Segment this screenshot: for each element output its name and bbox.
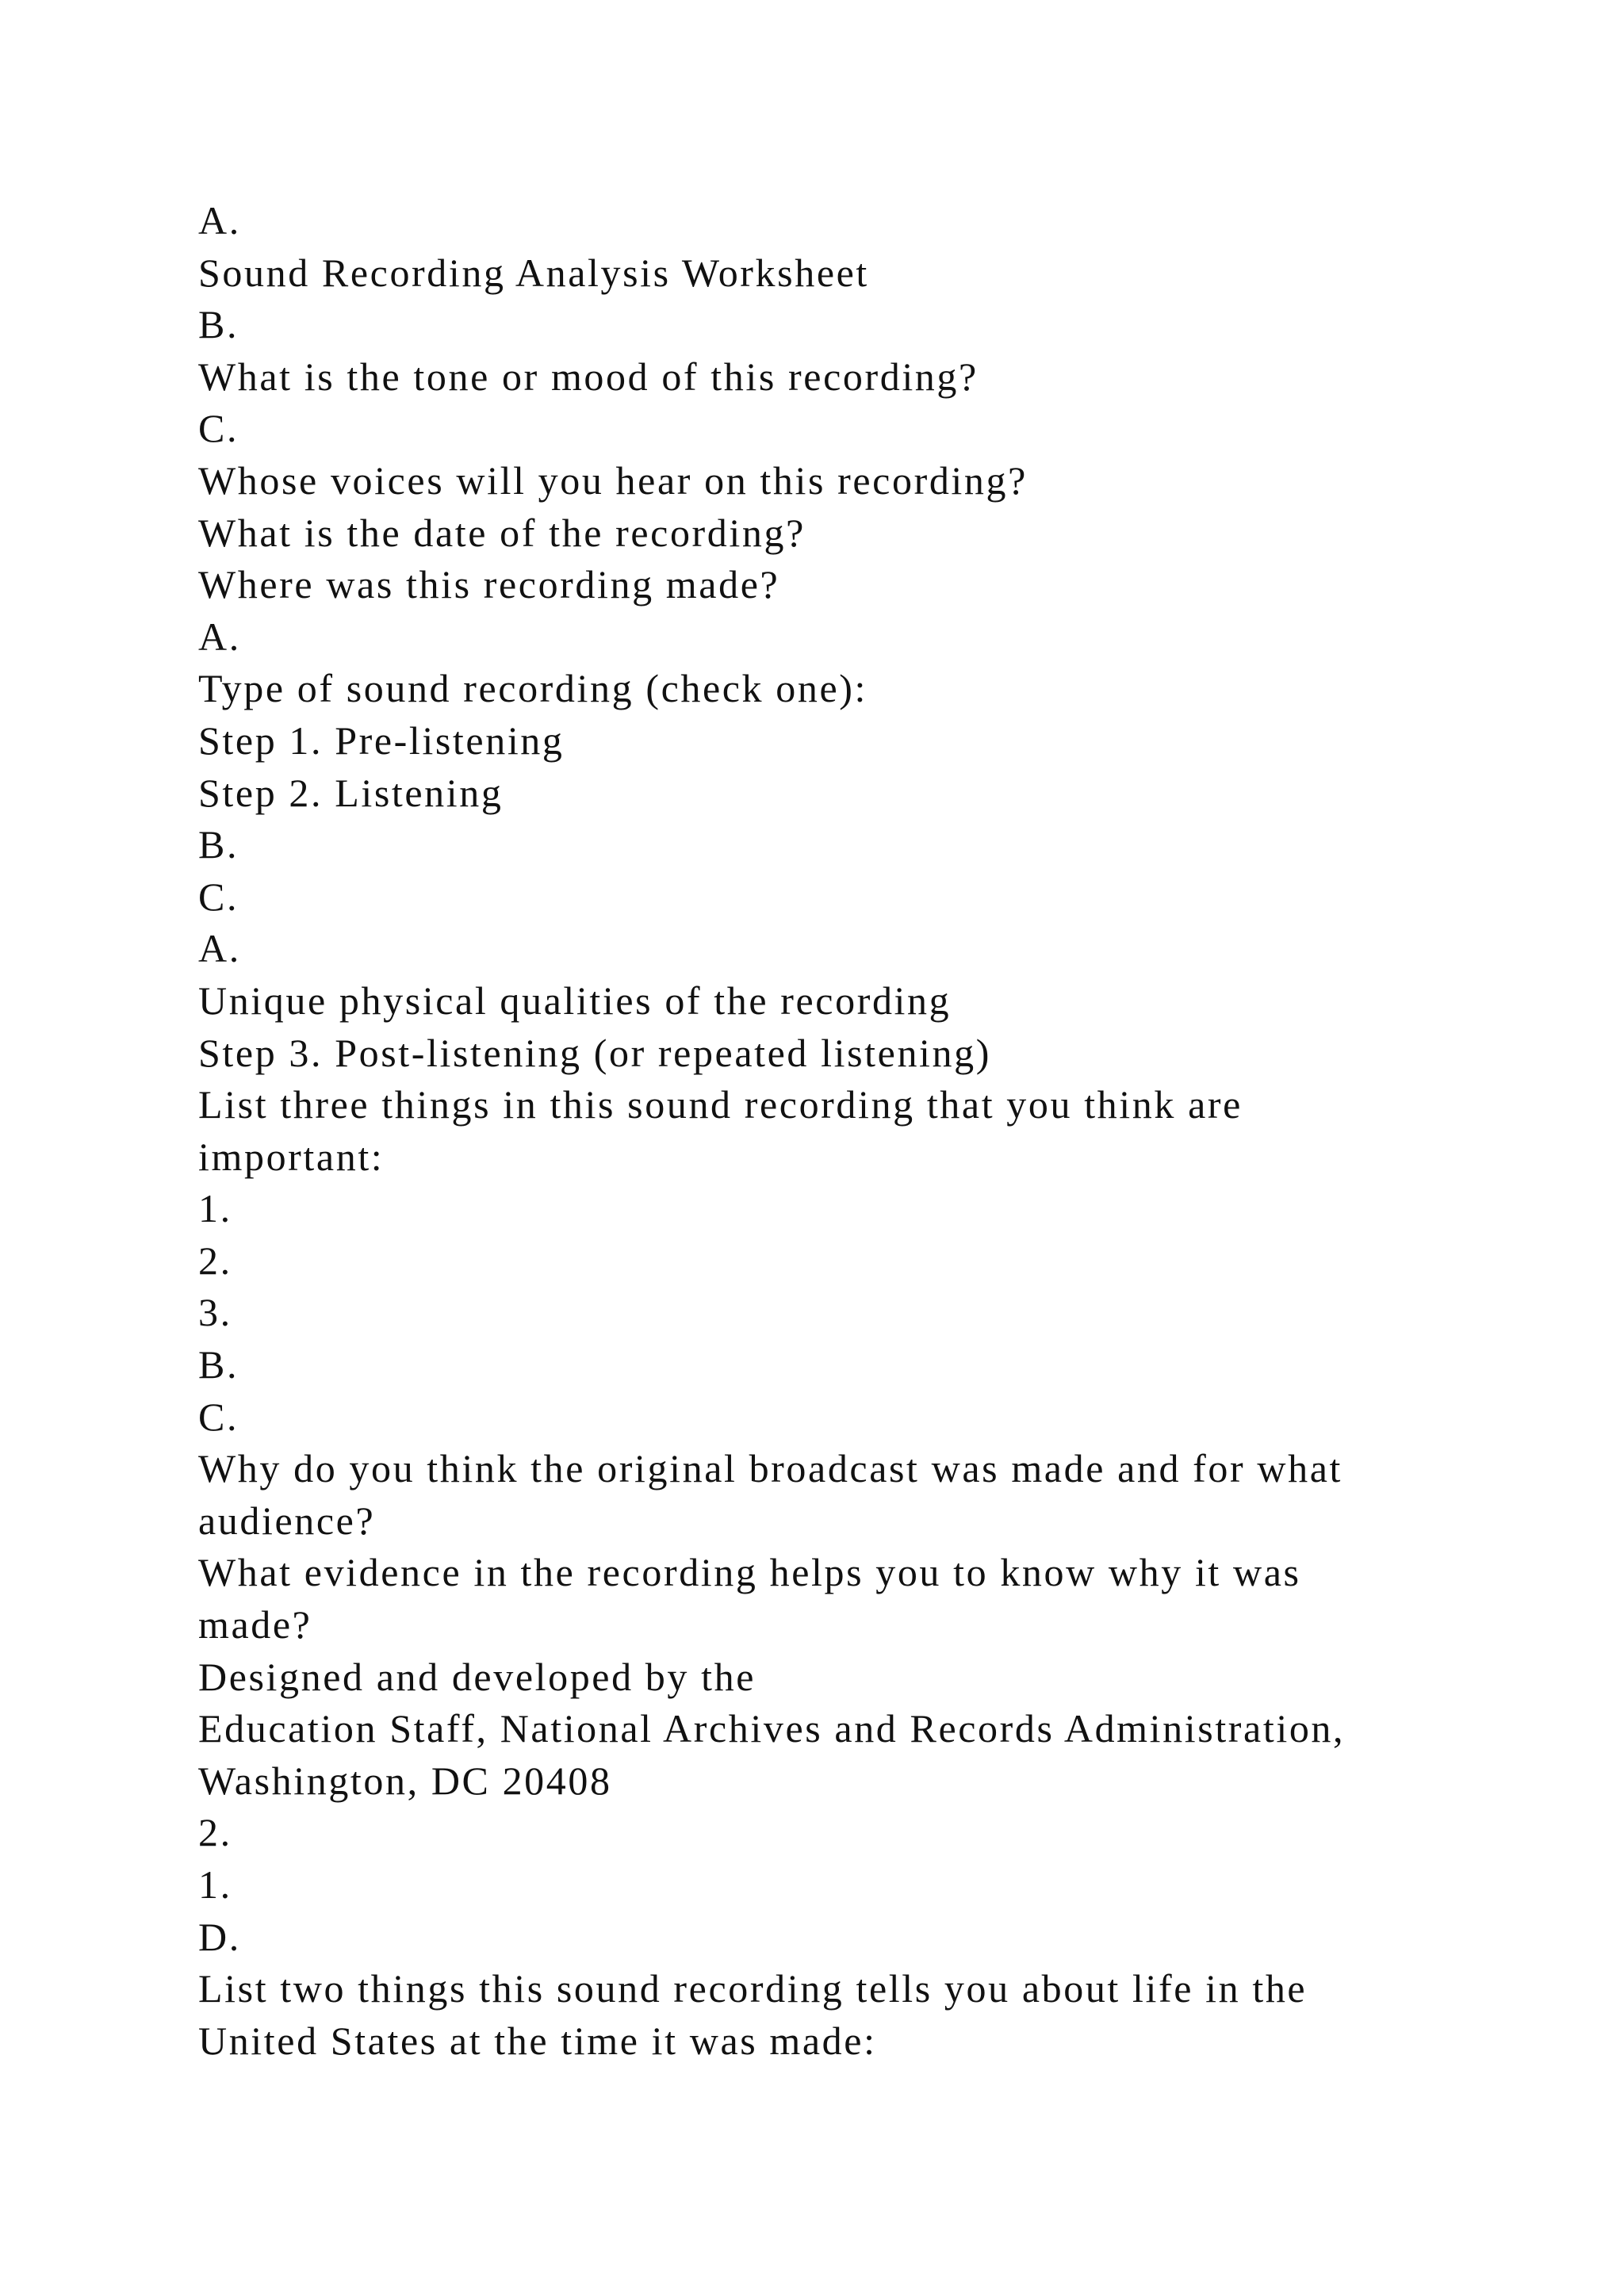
worksheet-text (198, 195, 1467, 2067)
text-line: B. (198, 822, 239, 867)
text-line: C. (198, 874, 239, 919)
text-line: made? (198, 1602, 312, 1647)
text-line: List three things in this sound recording that you think are (198, 1082, 1243, 1127)
text-line: A. (198, 614, 241, 659)
text-line: A. (198, 198, 241, 243)
text-line: 3. (198, 1290, 232, 1335)
step-heading: Step 3. Post-listening (or repeated listening) (198, 1030, 991, 1075)
text-line: Where was this recording made? (198, 562, 780, 607)
text-line: Type of sound recording (check one): (198, 666, 868, 711)
text-line: important: (198, 1134, 385, 1179)
step-heading: Step 1. Pre-listening (198, 718, 565, 763)
text-line: What evidence in the recording helps you to know why it was (198, 1550, 1301, 1595)
text-line: D. (198, 1914, 241, 1959)
text-line: Why do you think the original broadcast was made and for what (198, 1446, 1342, 1491)
text-line: United States at the time it was made: (198, 2018, 877, 2063)
text-line: C. (198, 1394, 239, 1439)
text-line: 2. (198, 1810, 232, 1855)
text-line: 1. (198, 1862, 232, 1907)
text-line: B. (198, 1342, 239, 1387)
step-heading: Step 2. Listening (198, 770, 504, 815)
text-line: 1. (198, 1186, 232, 1231)
credit-line: Designed and developed by the (198, 1654, 756, 1699)
text-line: List two things this sound recording tells you about life in the (198, 1966, 1308, 2011)
worksheet-title: Sound Recording Analysis Worksheet (198, 250, 869, 295)
text-line: What is the tone or mood of this recording? (198, 354, 979, 399)
text-line: What is the date of the recording? (198, 510, 806, 555)
credit-line: Education Staff, National Archives and Records Administration, (198, 1706, 1346, 1751)
text-line: Whose voices will you hear on this recording? (198, 457, 1028, 503)
text-line: Unique physical qualities of the recording (198, 978, 952, 1023)
text-line: A. (198, 926, 241, 971)
text-line: C. (198, 406, 239, 451)
text-line: audience? (198, 1498, 376, 1543)
text-line: 2. (198, 1238, 232, 1283)
text-line: B. (198, 302, 239, 347)
credit-line: Washington, DC 20408 (198, 1758, 612, 1803)
